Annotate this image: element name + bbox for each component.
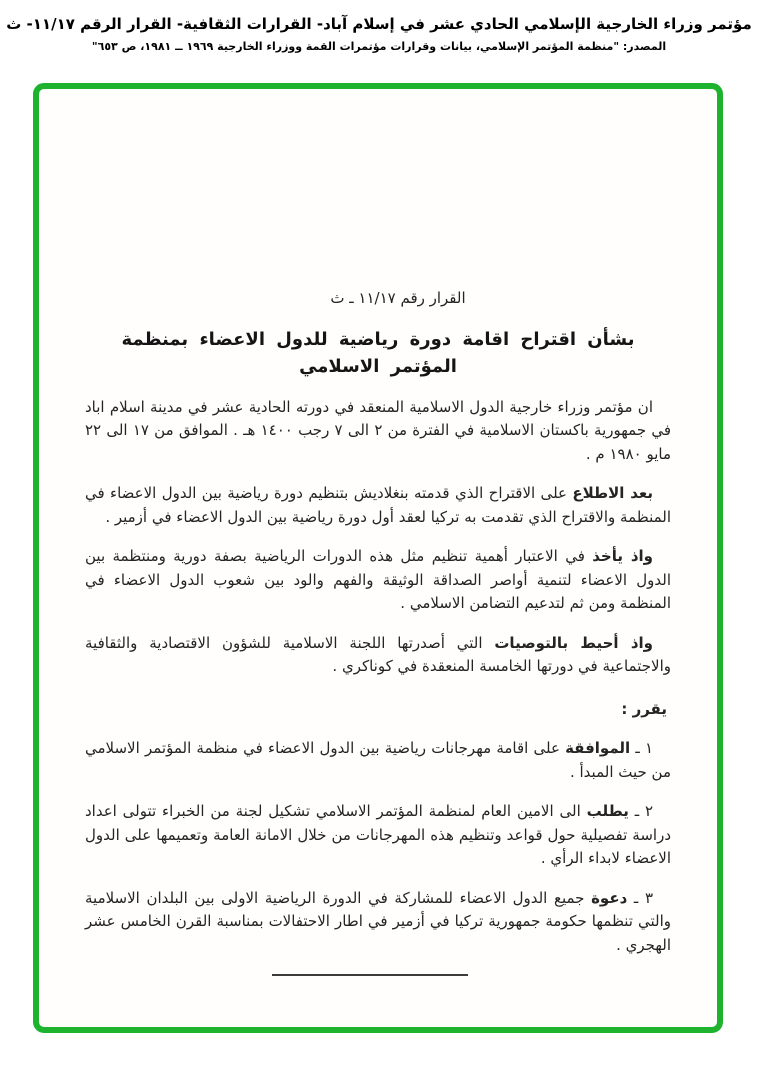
- decision-number: ٢ ـ: [628, 802, 653, 820]
- decision-item-1: [85, 737, 671, 784]
- decision-item-2: [85, 800, 671, 871]
- divider-line: [272, 974, 468, 976]
- paragraph-lead: واذ يأخذ: [592, 547, 653, 565]
- document-title: بشأن اقتراح اقامة دورة رياضية للدول الاعضاء بمنظمة المؤتمر الاسلامي: [121, 328, 635, 377]
- decision-number: ٣ ـ: [627, 888, 654, 907]
- header-title: مؤتمر وزراء الخارجية الإسلامي الحادي عشر في إسلام آباد- القرارات الثقافية- القرار الرقم ١١/١٧- ث: [6, 15, 752, 33]
- decision-text: على اقامة مهرجانات رياضية بين الدول الاعضاء في منظمة المؤتمر الاسلامي من حيث المبدأ .: [85, 739, 671, 781]
- paragraph-lead: بعد الاطلاع: [572, 484, 653, 502]
- paragraph-text: في الاعتبار أهمية تنظيم مثل هذه الدورات الرياضية بصفة دورية ومنتظمة بين الدول الاعضاء لتنمية أواصر الصداقة الوثيقة والفهم والود بين شعوب الدول الاعضاء في المنظمة ومن ثم لتدعيم التضامن الاسلامي .: [85, 547, 671, 612]
- scanned-document-body: [39, 89, 717, 976]
- decision-number: ١ ـ: [630, 739, 653, 757]
- decision-text: الى الامين العام لمنظمة المؤتمر الاسلامي تشكيل لجنة من الخبراء تتولى اعداد دراسة تفصيلية حول قواعد وتنظيم هذه المهرجانات من خلال الامانة العامة وتعميمها على الدول الاعضاء لابداء الرأي .: [85, 802, 671, 867]
- decision-lead: الموافقة: [565, 739, 631, 757]
- paragraph-text: على الاقتراح الذي قدمته بنغلاديش بتنظيم دورة رياضية بين الدول الاعضاء في المنظمة والاقتراح الذي تقدمت به تركيا لعقد أول دورة رياضية بين الدول الاعضاء في أزمير .: [85, 484, 671, 526]
- decision-text: جميع الدول الاعضاء للمشاركة في الدورة الرياضية الاولى بين البلدان الاسلامية والتي تنظمها حكومة جمهورية تركيا في أزمير في اطار الاحتفالات بمناسبة القرن الخامس عشر الهجري .: [85, 888, 671, 954]
- paragraph-preamble: [85, 396, 671, 467]
- paragraph-text: ان مؤتمر وزراء خارجية الدول الاسلامية المنعقد في دورته الحادية عشر في مدينة اسلام اباد في جمهورية باكستان الاسلامية في الفترة من ٢ الى ٧ رجب ١٤٠٠ هـ . الموافق من ١٧ الى ٢٢ مايو ١٩٨٠ م .: [85, 397, 672, 463]
- header-source-line: المصدر: "منظمة المؤتمر الإسلامي، بيانات وقرارات مؤتمرات القمة ووزراء الخارجية ١٩٦٩ ــ ١٩٨١، ص ٦٥٣": [91, 40, 667, 53]
- decision-lead: يطلب: [586, 802, 629, 820]
- green-border-frame: [33, 83, 723, 1033]
- decision-item-3: [85, 887, 671, 958]
- paragraph-proposal: [85, 482, 671, 529]
- resolution-number: القرار رقم ١١/١٧ ـ ث: [330, 289, 466, 307]
- paragraph-text: التي أصدرتها اللجنة الاسلامية للشؤون الاقتصادية والثقافية والاجتماعية في دورتها الخامسة المنعقدة في كوناكري .: [85, 633, 671, 675]
- paragraph-lead: واذ أحيط بالتوصيات: [494, 633, 653, 652]
- paragraph-recommendations: [85, 632, 671, 679]
- paragraph-consideration: [85, 545, 671, 616]
- decides-label: يقرر :: [621, 699, 667, 718]
- document-header: [0, 0, 758, 53]
- decision-lead: دعوة: [591, 888, 628, 907]
